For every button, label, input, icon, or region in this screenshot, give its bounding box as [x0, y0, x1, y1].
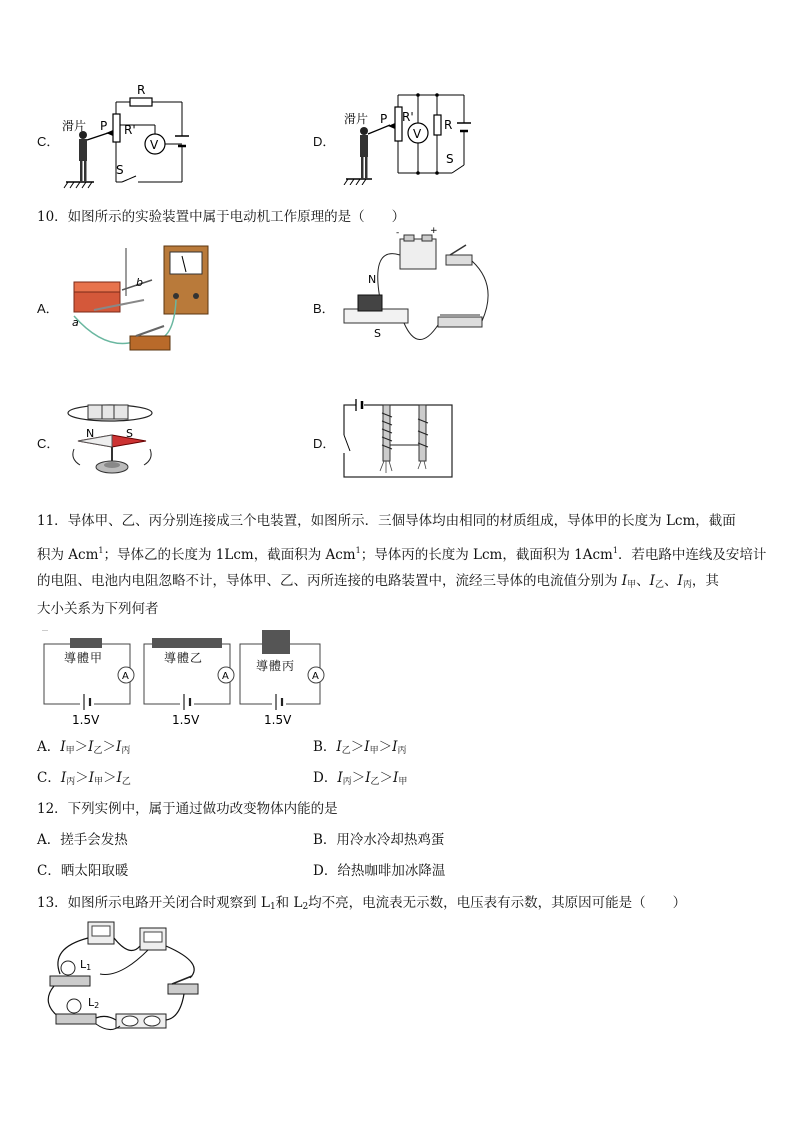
c3-ammeter-text: A: [312, 671, 319, 682]
q10-option-c-image: [64, 395, 164, 485]
q11-line2d: ．若电路中连线及安培计: [617, 547, 767, 563]
q11-line2b: ；导体乙的长度为 1Lcm，截面积为 Acm: [103, 547, 356, 563]
q10-option-b-image: [338, 225, 498, 355]
q10-option-a-label: A．: [37, 301, 59, 316]
q11-circuit-1: [40, 630, 135, 734]
q11-line2a: 积为 Acm: [37, 547, 99, 563]
q9d-rprime-text: R': [402, 110, 414, 124]
q11-dun: 、: [636, 573, 650, 589]
q10-option-c-label: C．: [37, 436, 60, 451]
c1-conductor-label: 導體甲: [64, 651, 104, 665]
q9c-s-text: S: [116, 163, 124, 177]
q11-circuit-2: [140, 630, 235, 734]
q12-stem: 12．下列实例中，属于通过做功改变物体内能的是: [37, 801, 338, 817]
c1-voltage-text: 1.5V: [72, 713, 100, 727]
q11-line1: 11．导体甲、乙、丙分别连接成三个电装置，如图所示．三個导体均由相同的材质组成，导体甲的长度为 Lcm，截面: [37, 513, 736, 529]
q10c-s-text: S: [126, 427, 133, 440]
c1-ammeter-text: A: [122, 671, 129, 682]
q11-sub: 丙: [682, 580, 692, 590]
q13-l1-label: L1: [80, 958, 92, 972]
q10-stem: 10．如图所示的实验装置中属于电动机工作原理的是（ ）: [37, 209, 406, 225]
q11-option-c: C．$I_丙>I_甲>I_乙$: [37, 770, 131, 787]
q11-line3-text: 的电阻、电池内电阻忽略不计，导体甲、乙、丙所连接的电路装置中，流经三导体的电流值分别为: [37, 573, 618, 589]
q12-option-c: C．晒太阳取暖: [37, 863, 129, 879]
q11-sub: 甲: [627, 580, 637, 590]
q13-stem: 13．如图所示电路开关闭合时观察到 $L_1$和 $L_2$均不亮，电流表无示数，电压表有示数，其原因可能是（ ）: [37, 895, 687, 912]
q9-option-c-circuit: [58, 82, 198, 192]
q11-line4: 大小关系为下列何者: [37, 601, 159, 617]
q10b-s-text: S: [374, 327, 381, 340]
q9c-v-text: V: [150, 138, 159, 152]
q9d-p-text: P: [380, 112, 388, 126]
q11-I: I: [677, 573, 683, 589]
q10b-minus-text: -: [396, 228, 400, 238]
q11-option-d: D．$I_丙>I_乙>I_甲$: [313, 770, 408, 787]
q12-option-a: A．搓手会发热: [37, 832, 128, 848]
c2-ammeter-text: A: [222, 671, 229, 682]
q9c-r-text: R: [137, 83, 146, 97]
q12-option-d: D．给热咖啡加冰降温: [313, 863, 446, 879]
q13-circuit-image: [40, 918, 210, 1038]
c3-voltage-text: 1.5V: [264, 713, 292, 727]
c2-voltage-text: 1.5V: [172, 713, 200, 727]
c3-conductor-label: 導體丙: [256, 659, 296, 673]
q11-sup: 1: [612, 546, 618, 555]
q10c-n-text: N: [86, 427, 95, 440]
c2-conductor-label: 導體乙: [164, 651, 204, 665]
q13-l2-label: L2: [88, 996, 100, 1010]
q10a-a-text: a: [72, 316, 79, 329]
q10-option-d-label: D．: [313, 436, 336, 451]
q9-option-d-label: D．: [313, 134, 336, 149]
q11-dun: 、: [664, 573, 678, 589]
q11-sup: 1: [98, 546, 104, 555]
q10b-n-text: N: [368, 273, 377, 286]
q11-option-a: A．$I_甲>I_乙>I_丙$: [37, 739, 131, 756]
q11-line3: [37, 568, 719, 598]
q11-line3-tail: ，其: [691, 573, 719, 589]
q10b-plus-text: +: [430, 226, 438, 236]
q9d-s-text: S: [446, 152, 454, 166]
q11-line2c: ；导体丙的长度为 Lcm，截面积为 1Acm: [360, 547, 613, 563]
q9c-rprime-text: R': [124, 123, 136, 137]
q9-option-d-circuit: [340, 85, 480, 185]
q9d-slider-text: 滑片: [344, 112, 369, 126]
q11-I: I: [649, 573, 655, 589]
q10-option-a-image: [64, 240, 214, 360]
q9c-p-text: P: [100, 119, 108, 133]
q11-I: I: [621, 573, 628, 589]
q9d-r-text: R: [444, 118, 453, 132]
q9-option-c-label: C．: [37, 134, 60, 149]
q9d-v-text: V: [413, 127, 422, 141]
q10a-b-text: b: [136, 276, 143, 289]
q11-option-b: B．$I_乙>I_甲>I_丙$: [313, 739, 407, 756]
q9c-slider-text: 滑片: [62, 119, 87, 133]
q11-circuit-3: [236, 630, 331, 734]
q11-line2: [37, 538, 766, 568]
q11-sup: 1: [355, 546, 361, 555]
q10-option-b-label: B．: [313, 301, 335, 316]
q10-option-d-image: [338, 395, 458, 485]
q12-option-b: B．用冷水冷却热鸡蛋: [313, 832, 445, 848]
q11-sub: 乙: [655, 580, 665, 590]
